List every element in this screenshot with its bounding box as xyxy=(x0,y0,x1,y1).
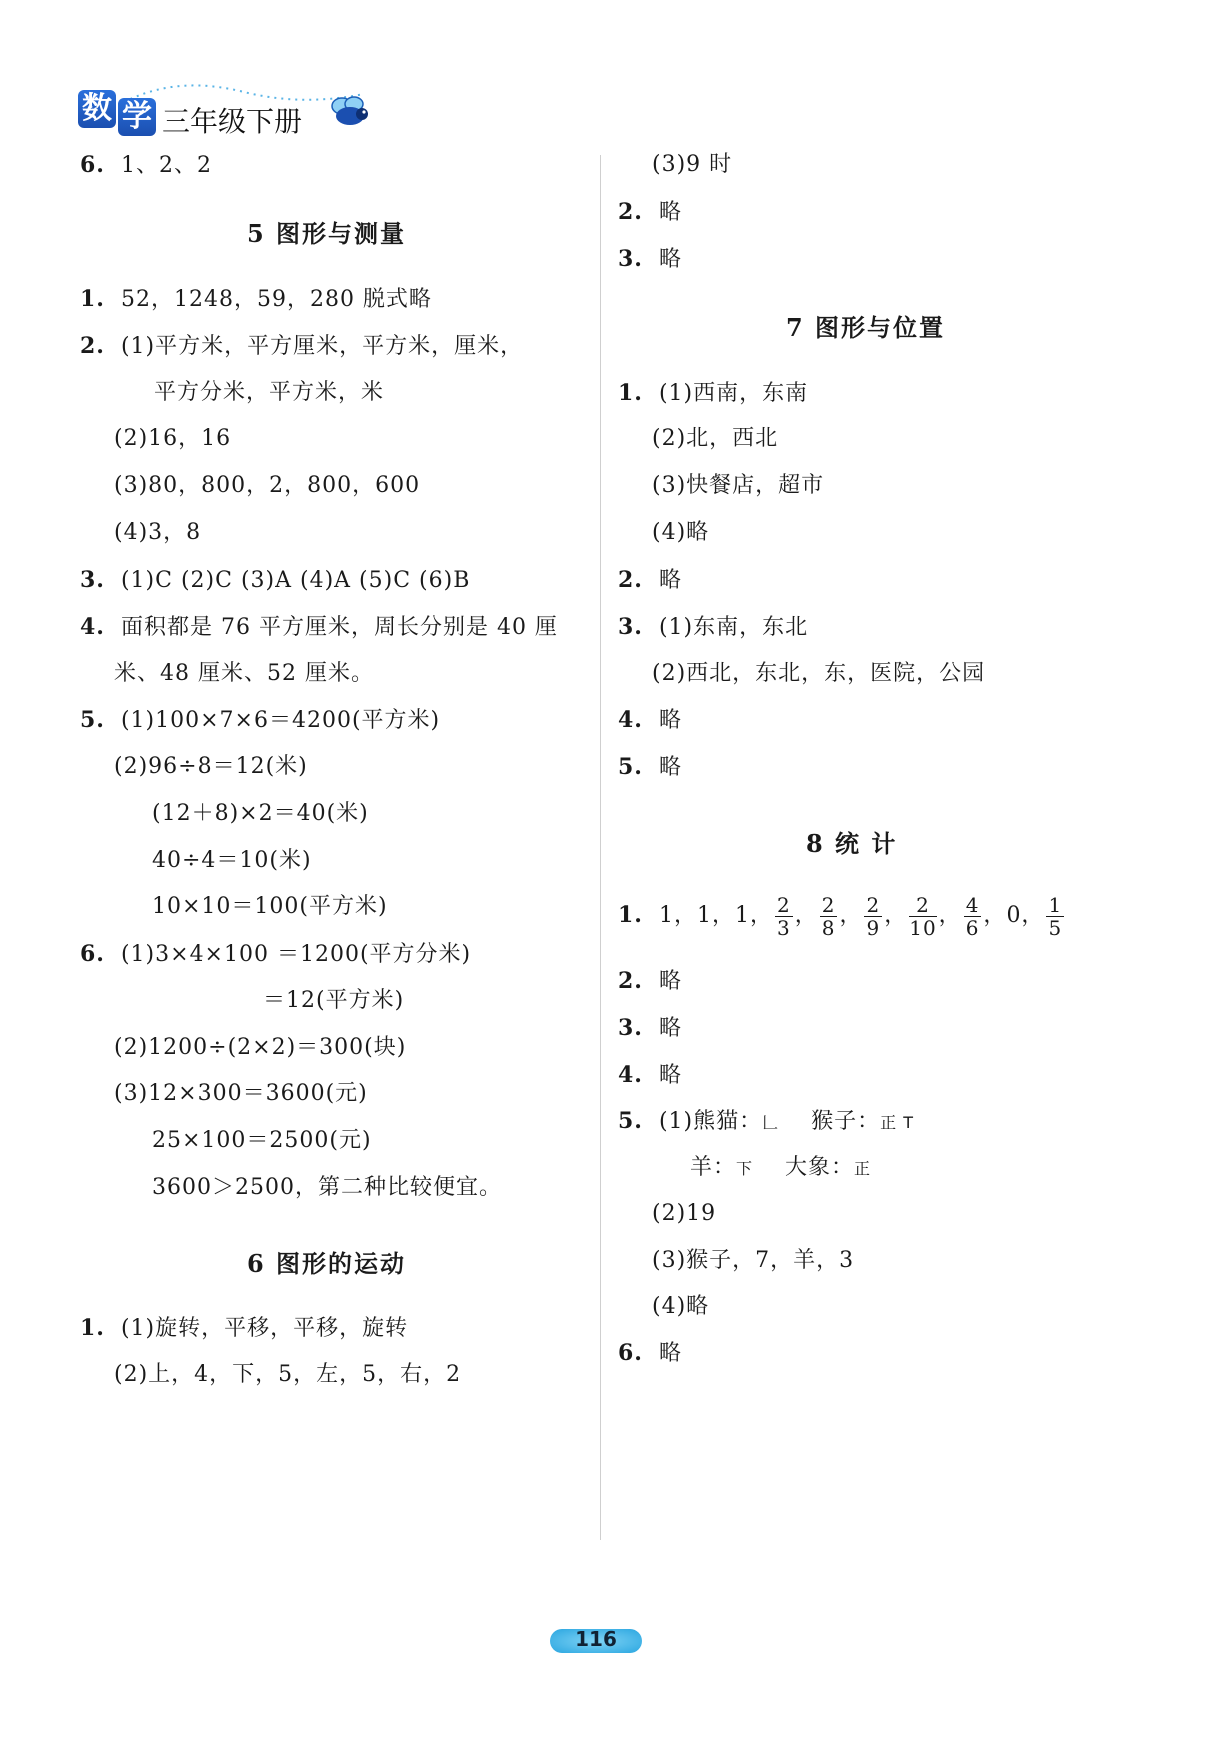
answer-line: 5. (1)100×7×6＝4200(平方米) xyxy=(80,707,441,733)
page-number xyxy=(540,1623,650,1657)
answer-line: (2)西北，东北，东，医院，公园 xyxy=(652,661,986,686)
answer-line: (2)96÷8＝12(米) xyxy=(114,754,308,779)
answer-line: 40÷4＝10(米) xyxy=(152,848,312,873)
tally-mark: 正 T xyxy=(880,1113,915,1132)
page-header xyxy=(78,80,378,140)
answer-line: (2)上，4，下，5，左，5，右，2 xyxy=(114,1362,462,1387)
fraction-answer-line: 1. 1，1，1， $\frac{2}{3}$ ， $\frac{2}{8}$ ， $\frac{2}{9}$ ， $\frac{2}{10}$ ， $\frac{4}{6}$ ，0， $\frac{1}{5}$ xyxy=(618,892,1063,940)
subject-badge-1: 数 xyxy=(78,90,116,128)
section-title: 5 图形与测量 xyxy=(247,219,407,248)
section-title: 7 图形与位置 xyxy=(786,313,946,342)
answer-line: 5. 略 xyxy=(618,754,682,780)
tally-answer-line: 羊：下 大象：正 xyxy=(690,1155,872,1180)
fraction: $\frac{2}{8}$ xyxy=(821,892,836,940)
answer-line: 2. (1)平方米，平方厘米，平方米，厘米， xyxy=(80,333,524,359)
answer-line: (3)猴子，7，羊，3 xyxy=(652,1248,855,1273)
answer-line: (4)3，8 xyxy=(114,520,202,545)
answer-line: 米、48 厘米、52 厘米。 xyxy=(114,661,374,686)
answer-line: 3. 略 xyxy=(618,1015,682,1041)
answer-line: 2. 略 xyxy=(618,199,682,225)
answer-line: 2. 略 xyxy=(618,968,682,994)
bee-icon xyxy=(320,90,380,130)
section-title: 8 统 计 xyxy=(806,829,898,858)
grade-label: 三年级下册 xyxy=(162,105,303,138)
answer-line: 6. 1、2、2 xyxy=(80,152,212,178)
answer-line: 3. (1)C (2)C (3)A (4)A (5)C (6)B xyxy=(80,567,471,593)
answer-line: 4. 略 xyxy=(618,1062,682,1088)
answer-line: ＝12(平方米) xyxy=(263,988,405,1013)
answer-line: 1. (1)旋转，平移，平移，旋转 xyxy=(80,1315,409,1341)
answer-line: (2)19 xyxy=(652,1201,717,1226)
tally-mark: 𠃊 xyxy=(762,1113,780,1132)
fraction: $\frac{1}{5}$ xyxy=(1048,892,1063,940)
fraction: $\frac{2}{3}$ xyxy=(776,892,791,940)
answer-line: (4)略 xyxy=(652,1294,710,1319)
answer-line: 平方分米，平方米，米 xyxy=(154,380,385,405)
answer-line: (3)12×300＝3600(元) xyxy=(114,1081,368,1106)
answer-line: (2)1200÷(2×2)＝300(块) xyxy=(114,1035,407,1060)
answer-line: 2. 略 xyxy=(618,567,682,593)
answer-line: (2)北，西北 xyxy=(652,426,779,451)
answer-line: 1. 52，1248，59，280 脱式略 xyxy=(80,286,432,312)
answer-line: 3. 略 xyxy=(618,246,682,272)
answer-line: (3)快餐店，超市 xyxy=(652,473,825,498)
answer-line: 3600＞2500，第二种比较便宜。 xyxy=(152,1175,502,1200)
answer-line: 6. (1)3×4×100 ＝1200(平方分米) xyxy=(80,941,472,967)
tally-mark: 正 xyxy=(854,1159,872,1178)
answer-line: 6. 略 xyxy=(618,1340,682,1366)
answer-line: 4. 略 xyxy=(618,707,682,733)
fraction: $\frac{2}{9}$ xyxy=(866,892,881,940)
answer-line: (12＋8)×2＝40(米) xyxy=(152,801,369,826)
answer-line: (3)80，800，2，800，600 xyxy=(114,473,421,498)
answer-line: 1. (1)西南，东南 xyxy=(618,380,809,406)
fraction: $\frac{4}{6}$ xyxy=(965,892,980,940)
answer-line: 4. 面积都是 76 平方厘米，周长分别是 40 厘 xyxy=(80,614,558,640)
answer-line: 10×10＝100(平方米) xyxy=(152,894,388,919)
section-title: 6 图形的运动 xyxy=(247,1249,407,1278)
subject-badge-2: 学 xyxy=(118,98,156,136)
fraction: $\frac{2}{10}$ xyxy=(909,892,937,940)
answer-line: 25×100＝2500(元) xyxy=(152,1128,372,1153)
answer-line: (3)9 时 xyxy=(652,152,733,177)
column-divider xyxy=(600,155,601,1540)
answer-line: (2)16，16 xyxy=(114,426,232,451)
tally-answer-line: 5. (1)熊猫：𠃊 猴子：正 T xyxy=(618,1108,915,1134)
answer-line: (4)略 xyxy=(652,520,710,545)
answer-line: 3. (1)东南，东北 xyxy=(618,614,809,640)
page-number-text: 116 xyxy=(575,1627,617,1651)
tally-mark: 下 xyxy=(736,1159,754,1178)
